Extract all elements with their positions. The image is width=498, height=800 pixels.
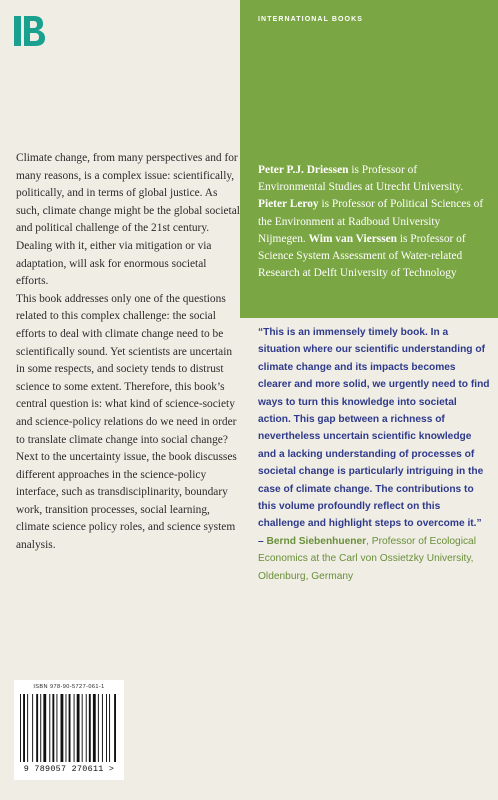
quote-dash: –: [258, 535, 267, 547]
book-description: [16, 150, 240, 555]
ib-logo: [14, 14, 48, 48]
author-bios: [258, 162, 486, 282]
author-desc: is Professor of Science System Assessment of Water-related Research at Delft University of Technology: [258, 232, 466, 280]
author-name: Peter P.J. Driessen: [258, 164, 349, 176]
publisher-name: INTERNATIONAL BOOKS: [258, 16, 364, 23]
author-desc: is Professor of Environmental Studies at Utrecht University.: [258, 164, 464, 194]
quote-affiliation: , Professor of Ecological Economics at the Carl von Ossietzky University, Oldenburg, Germany: [258, 535, 476, 582]
quote-text: “This is an immensely timely book. In a situation where our scientific understanding of climate change and its impacts becomes clearer and more solid, we urgently need to find ways to turn this knowledge into societal action. This gap between a richness of nevertheless uncertain scientific knowledge and a lacking understanding of processes of societal change is particularly intriguing in the case of climate change. The contributions to this volume profoundly reflect on this challenge and highlight steps to overcome it.”: [258, 327, 490, 530]
author-name: Pieter Leroy: [258, 198, 319, 211]
barcode-block: [14, 680, 124, 780]
author-desc: is Professor of Political Sciences of the Environment at Radboud University Nijmegen.: [258, 198, 484, 245]
author-panel: [240, 0, 498, 318]
endorsement-quote: [258, 324, 490, 585]
description-paragraph: Climate change, from many perspectives and for many reasons, is a complex issue: scientifically, politically, and in terms of global justice. As such, climate change might be the global societal and political challenge of the 21st century. Dealing with it, either via mitigation or via adaptation, will ask for enormous societal efforts.: [16, 152, 240, 288]
author-name: Wim van Vierssen: [308, 232, 398, 245]
description-paragraph: This book addresses only one of the questions related to this complex challenge: the social efforts to deal with climate change need to be scientifically sound. Yet scientists are uncertain in some respects, and society tends to distrust science to some extent. Therefore, this book’s central question is: what kind of science-society and science-policy relations do we need in order to translate climate change into social change? Next to the uncertainty issue, the book discusses different approaches in the science-policy interface, such as transdisciplinarity, boundary work, transition processes, social learning, climate science policy roles, and science system analysis.: [16, 292, 237, 552]
isbn-label: ISBN 978-90-5727-061-1: [33, 684, 105, 690]
barcode-number: 9 789057 270611 >: [23, 764, 115, 774]
barcode-icon: [18, 694, 122, 766]
quote-author: Bernd Siebenhuener: [266, 535, 367, 547]
